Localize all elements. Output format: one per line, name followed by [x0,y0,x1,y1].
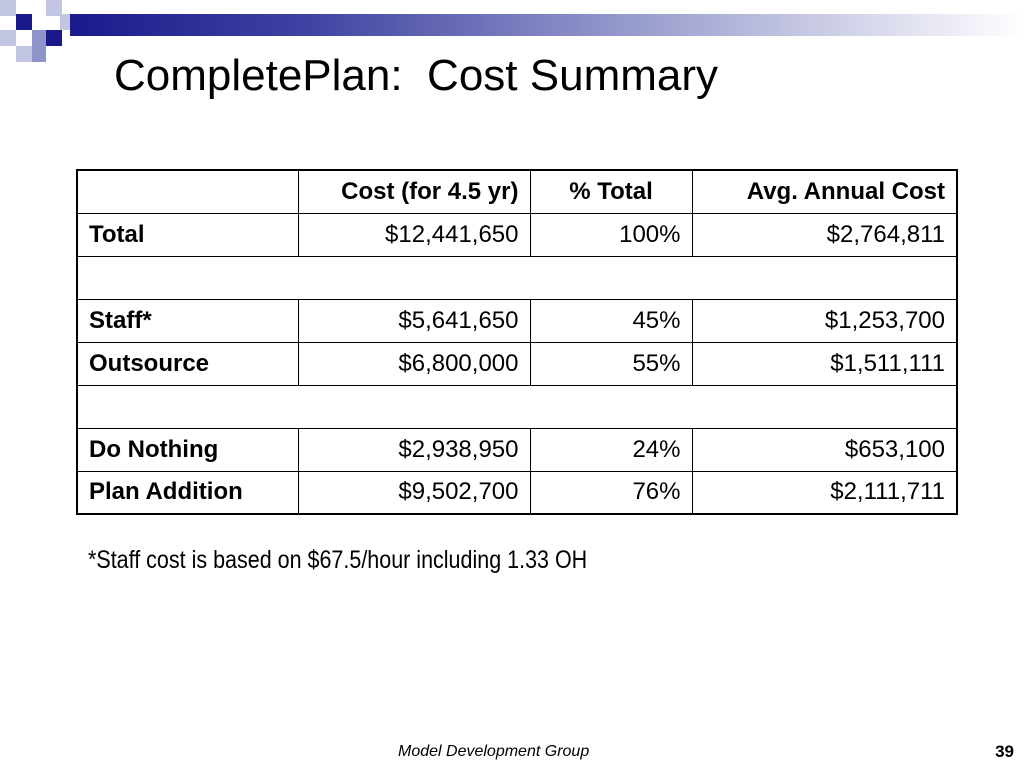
cost-cell: $6,800,000 [298,342,530,385]
table-header-row [77,170,957,213]
decor-square [32,46,46,62]
column-header: Cost (for 4.5 yr) [298,170,530,213]
footnote: *Staff cost is based on $67.5/hour including 1.33 OH [88,546,588,574]
table-row [77,342,957,385]
decor-square [0,0,16,16]
decor-square [32,30,46,46]
decor-square [16,46,32,62]
annual-cost-cell: $2,764,811 [692,213,957,256]
decor-square [0,30,16,46]
spacer-cell [77,256,957,299]
cost-cell: $5,641,650 [298,299,530,342]
row-label: Outsource [77,342,298,385]
percent-cell: 24% [530,428,692,471]
cost-cell: $2,938,950 [298,428,530,471]
table-row [77,213,957,256]
row-label: Do Nothing [77,428,298,471]
column-header [77,170,298,213]
table-row [77,471,957,514]
page-number: 39 [995,742,1014,761]
decor-square [16,14,32,30]
row-label: Staff* [77,299,298,342]
percent-cell: 55% [530,342,692,385]
cost-summary-table [76,169,958,515]
row-label: Plan Addition [77,471,298,514]
percent-cell: 45% [530,299,692,342]
footer-text: Model Development Group [398,743,590,760]
cost-cell: $12,441,650 [298,213,530,256]
table-spacer-row [77,385,957,428]
row-label: Total [77,213,298,256]
cost-cell: $9,502,700 [298,471,530,514]
table-row [77,428,957,471]
spacer-cell [77,385,957,428]
decor-square [60,14,70,30]
annual-cost-cell: $1,511,111 [692,342,957,385]
percent-cell: 76% [530,471,692,514]
table-row [77,299,957,342]
percent-cell: 100% [530,213,692,256]
annual-cost-cell: $653,100 [692,428,957,471]
annual-cost-cell: $2,111,711 [692,471,957,514]
slide-title: CompletePlan: Cost Summary [114,51,718,100]
header-gradient-bar [70,14,1024,36]
decor-square [46,30,62,46]
column-header: % Total [530,170,692,213]
table-spacer-row [77,256,957,299]
annual-cost-cell: $1,253,700 [692,299,957,342]
column-header: Avg. Annual Cost [692,170,957,213]
